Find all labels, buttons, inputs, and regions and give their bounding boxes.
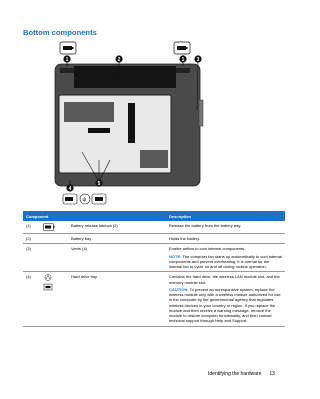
callout-1-left [63, 55, 70, 62]
callout-label: 4 [68, 185, 72, 192]
row-icon-empty [40, 244, 68, 272]
callout-1-right [179, 55, 186, 62]
caution-label: CAUTION: [169, 286, 189, 292]
panel-slot-small [88, 128, 110, 133]
hard-drive-icon [40, 272, 68, 326]
callout-label: 2 [117, 56, 121, 63]
battery-release-icon-right [174, 42, 190, 54]
caution-text: To prevent an unresponsive system, replace the wireless module only with a wireless module authorized for use in the computer by the governmental agency that regulates wireless devices in your country or region. If you replace the module and then receive a warning message, remove the module to restore computer functionality, and then contact technical support through Help and Support. [169, 286, 281, 324]
table-header-row [23, 211, 285, 221]
callout-3 [194, 55, 201, 62]
callout-label: 1 [65, 56, 69, 63]
header-component: Component [23, 211, 166, 221]
side-port [199, 100, 203, 126]
page-number: 13 [269, 371, 275, 377]
component-name: Hard drive bay [68, 272, 166, 326]
table-row [23, 272, 285, 326]
callout-2 [115, 55, 122, 62]
callout-4 [66, 184, 73, 191]
callout-label: 5 [97, 180, 101, 187]
svg-text:ψ: ψ [82, 197, 87, 203]
row-number: (1) [23, 221, 40, 234]
component-description: Holds the battery. [166, 234, 285, 244]
table-row [23, 234, 285, 244]
callout-label: 3 [196, 56, 200, 63]
component-description: Contains the hard drive, the wireless LAN module slot, and the memory module slot. [169, 274, 280, 285]
page-footer [208, 371, 275, 377]
bottom-icons [63, 194, 106, 204]
table-row [23, 221, 285, 234]
callout-label: 1 [181, 56, 185, 63]
component-description-cell [166, 244, 285, 272]
battery-release-icon-left [60, 42, 76, 54]
component-name: Vents (4) [68, 244, 166, 272]
table-row [23, 244, 285, 272]
panel-slot [128, 103, 135, 143]
row-icon-empty [40, 234, 68, 244]
note-label: NOTE: [169, 253, 182, 259]
component-description-cell [166, 272, 285, 326]
components-table [23, 211, 285, 327]
row-number: (3) [23, 244, 40, 272]
footer-text: Identifying the hardware [208, 371, 262, 377]
component-name: Battery release latches (2) [68, 221, 166, 234]
note-block [169, 254, 282, 270]
caution-block [169, 287, 282, 324]
battery-bay [74, 66, 176, 88]
row-number: (2) [23, 234, 40, 244]
component-description: Enable airflow to cool internal components. [169, 246, 246, 252]
battery-latch-right [176, 68, 190, 73]
component-description: Release the battery from the battery bay. [166, 221, 285, 234]
header-description: Description [166, 211, 285, 221]
section-title: Bottom components [23, 28, 97, 37]
row-number: (4) [23, 272, 40, 326]
component-name: Battery bay [68, 234, 166, 244]
battery-latch-left [60, 68, 74, 73]
note-text: The computer fan starts up automatically to cool internal components and prevent overheating. It is normal for the internal fan to cycle on and off during routine operation. [169, 253, 282, 270]
battery-release-icon [40, 221, 68, 234]
